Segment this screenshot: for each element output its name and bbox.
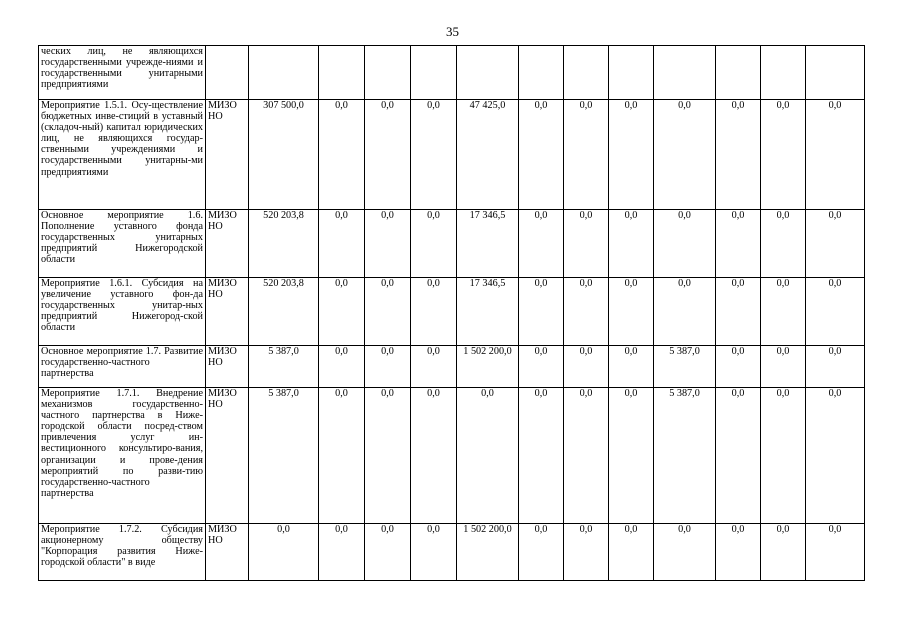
value-cell: 0,0 [365, 346, 411, 388]
table-row [39, 46, 865, 100]
value-cell: 0,0 [806, 346, 865, 388]
value-cell: 520 203,8 [249, 278, 319, 346]
value-cell: 0,0 [806, 210, 865, 278]
value-cell: 0,0 [411, 278, 457, 346]
value-cell: 1 502 200,0 [457, 524, 519, 581]
value-cell: 0,0 [806, 100, 865, 210]
value-cell [365, 46, 411, 100]
row-executor: МИЗО НО [206, 278, 249, 346]
page-number: 35 [446, 24, 459, 39]
value-cell: 0,0 [365, 524, 411, 581]
value-cell: 17 346,5 [457, 278, 519, 346]
row-description: ческих лиц, не являющихся государственными учрежде-ниями и государственными унитарными предприятиями [39, 46, 206, 100]
row-executor: МИЗО НО [206, 524, 249, 581]
value-cell: 0,0 [761, 524, 806, 581]
value-cell: 5 387,0 [249, 346, 319, 388]
value-cell: 5 387,0 [654, 388, 716, 524]
value-cell: 0,0 [564, 210, 609, 278]
value-cell: 0,0 [365, 388, 411, 524]
value-cell: 0,0 [411, 346, 457, 388]
value-cell: 0,0 [365, 210, 411, 278]
value-cell: 0,0 [564, 346, 609, 388]
row-executor: МИЗО НО [206, 388, 249, 524]
budget-table [38, 45, 865, 581]
row-executor: МИЗО НО [206, 100, 249, 210]
value-cell: 0,0 [761, 100, 806, 210]
value-cell: 47 425,0 [457, 100, 519, 210]
value-cell: 0,0 [365, 100, 411, 210]
value-cell: 0,0 [716, 346, 761, 388]
value-cell [716, 46, 761, 100]
value-cell: 0,0 [609, 346, 654, 388]
value-cell: 0,0 [365, 278, 411, 346]
value-cell: 0,0 [564, 388, 609, 524]
value-cell: 0,0 [761, 278, 806, 346]
table-row [39, 210, 865, 278]
value-cell: 520 203,8 [249, 210, 319, 278]
row-description: Мероприятие 1.7.1. Внедрение механизмов государственно-частного партнерства в Ниже-городской области посред-ством привлечения услуг ин-вестиционного консультиро-вания, организации и прове-дения мероприятий по разви-тию государственно-частного партнерства [39, 388, 206, 524]
value-cell: 0,0 [319, 100, 365, 210]
value-cell: 0,0 [519, 100, 564, 210]
row-description: Основное мероприятие 1.6. Пополнение уставного фонда государственных унитарных предприятий Нижегородской области [39, 210, 206, 278]
row-executor [206, 46, 249, 100]
value-cell: 0,0 [564, 100, 609, 210]
value-cell [411, 46, 457, 100]
value-cell: 0,0 [761, 346, 806, 388]
value-cell: 0,0 [319, 210, 365, 278]
value-cell: 0,0 [806, 524, 865, 581]
row-description: Мероприятие 1.7.2. Субсидия акционерному обществу "Корпорация развития Ниже-городской области" в виде [39, 524, 206, 581]
value-cell: 0,0 [609, 388, 654, 524]
value-cell: 0,0 [519, 346, 564, 388]
value-cell: 5 387,0 [654, 346, 716, 388]
value-cell: 0,0 [519, 524, 564, 581]
table-row [39, 100, 865, 210]
value-cell: 0,0 [249, 524, 319, 581]
value-cell: 0,0 [319, 388, 365, 524]
value-cell: 0,0 [654, 524, 716, 581]
value-cell: 0,0 [319, 524, 365, 581]
value-cell: 0,0 [564, 278, 609, 346]
value-cell: 17 346,5 [457, 210, 519, 278]
value-cell: 0,0 [411, 210, 457, 278]
value-cell: 0,0 [319, 346, 365, 388]
value-cell: 0,0 [519, 210, 564, 278]
value-cell: 0,0 [806, 388, 865, 524]
value-cell [761, 46, 806, 100]
value-cell: 1 502 200,0 [457, 346, 519, 388]
value-cell: 0,0 [609, 278, 654, 346]
row-description: Основное мероприятие 1.7. Развитие государственно-частного партнерства [39, 346, 206, 388]
value-cell: 0,0 [654, 278, 716, 346]
value-cell: 0,0 [716, 388, 761, 524]
value-cell: 0,0 [411, 524, 457, 581]
value-cell [654, 46, 716, 100]
table-row [39, 388, 865, 524]
value-cell: 0,0 [716, 524, 761, 581]
value-cell: 5 387,0 [249, 388, 319, 524]
value-cell: 0,0 [609, 210, 654, 278]
row-description: Мероприятие 1.6.1. Субсидия на увеличение уставного фон-да государственных унитар-ных предприятий Нижегород-ской области [39, 278, 206, 346]
table-row [39, 278, 865, 346]
value-cell [519, 46, 564, 100]
value-cell: 0,0 [411, 388, 457, 524]
table-body [39, 46, 865, 581]
row-executor: МИЗО НО [206, 346, 249, 388]
value-cell: 0,0 [654, 100, 716, 210]
value-cell: 0,0 [319, 278, 365, 346]
value-cell [564, 46, 609, 100]
value-cell [609, 46, 654, 100]
value-cell: 0,0 [806, 278, 865, 346]
value-cell [249, 46, 319, 100]
value-cell: 0,0 [761, 388, 806, 524]
value-cell: 0,0 [519, 278, 564, 346]
table-row [39, 346, 865, 388]
value-cell: 0,0 [609, 100, 654, 210]
value-cell: 0,0 [457, 388, 519, 524]
row-description: Мероприятие 1.5.1. Осу-ществление бюджетных инве-стиций в уставный (складоч-ный) капитал юридических лиц, не являющихся государ-ственными учреждениями и государственными унитарны-ми предприятиями [39, 100, 206, 210]
value-cell: 0,0 [654, 210, 716, 278]
row-executor: МИЗО НО [206, 210, 249, 278]
value-cell [319, 46, 365, 100]
value-cell [457, 46, 519, 100]
value-cell: 0,0 [609, 524, 654, 581]
value-cell: 0,0 [411, 100, 457, 210]
value-cell [806, 46, 865, 100]
value-cell: 0,0 [761, 210, 806, 278]
value-cell: 0,0 [716, 278, 761, 346]
value-cell: 0,0 [519, 388, 564, 524]
value-cell: 307 500,0 [249, 100, 319, 210]
value-cell: 0,0 [716, 100, 761, 210]
value-cell: 0,0 [716, 210, 761, 278]
table-row [39, 524, 865, 581]
value-cell: 0,0 [564, 524, 609, 581]
